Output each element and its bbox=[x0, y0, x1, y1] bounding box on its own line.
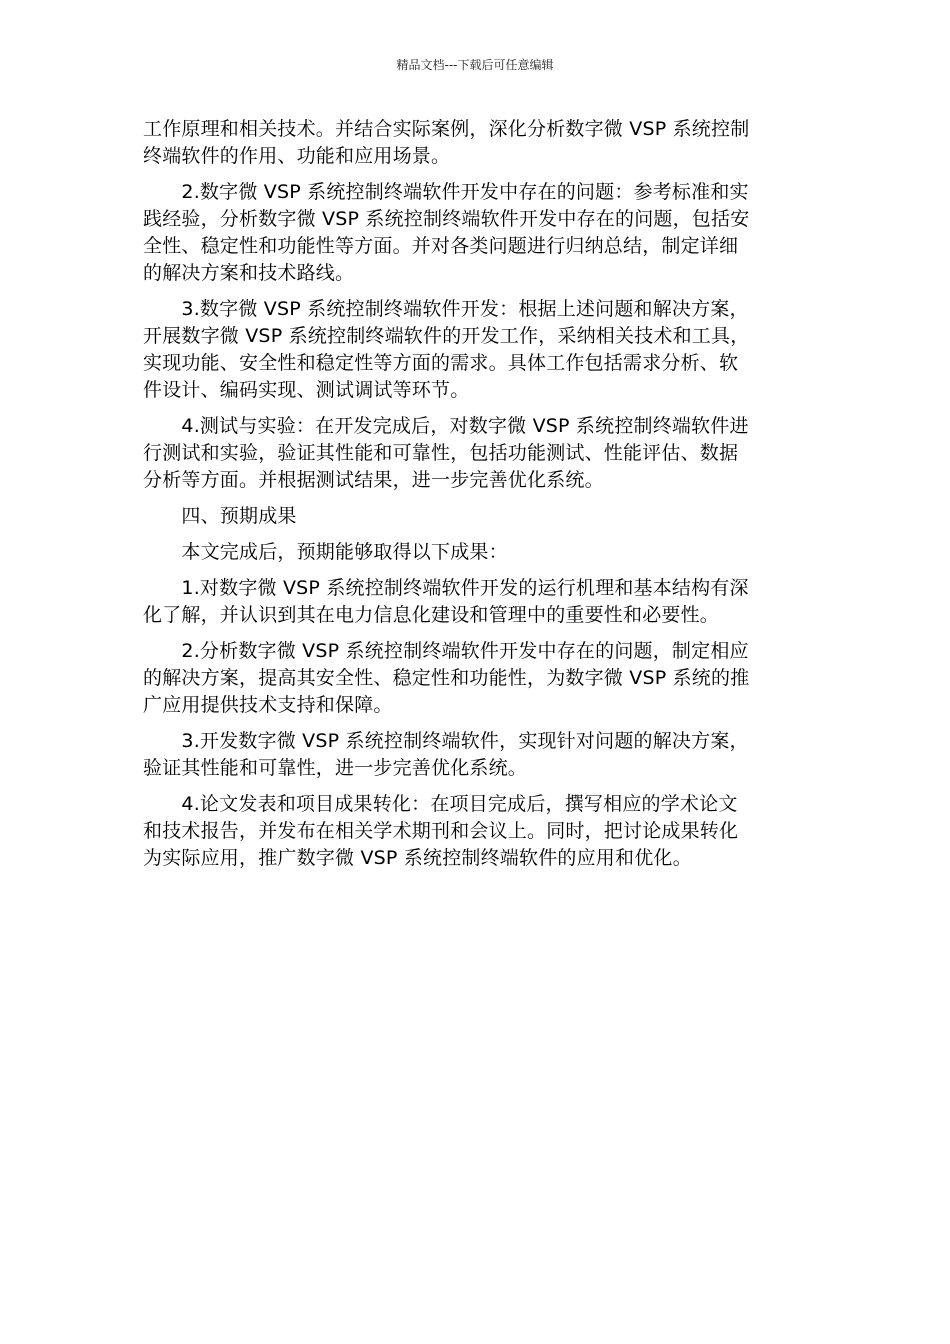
text-line: 验证其性能和可靠性，进一步完善优化系统。 bbox=[143, 757, 528, 779]
text-line: 本文完成后，预期能够取得以下成果： bbox=[143, 541, 508, 563]
text-line: 和技术报告，并发布在相关学术期刊和会议上。同时，把讨论成果转化 bbox=[143, 820, 739, 842]
text-line: 3.开发数字微 VSP 系统控制终端软件，实现针对问题的解决方案， bbox=[143, 730, 749, 752]
paragraph-results-intro bbox=[143, 539, 803, 566]
paragraph-item-3-development bbox=[143, 296, 803, 404]
text-line: 四、预期成果 bbox=[143, 505, 297, 527]
text-line: 1.对数字微 VSP 系统控制终端软件开发的运行机理和基本结构有深 bbox=[143, 577, 749, 599]
paragraph-result-1 bbox=[143, 575, 803, 629]
text-line: 开展数字微 VSP 系统控制终端软件的开发工作，采纳相关技术和工具， bbox=[143, 325, 750, 347]
text-line: 的解决方案和技术路线。 bbox=[143, 262, 355, 284]
text-line: 终端软件的作用、功能和应用场景。 bbox=[143, 145, 451, 167]
paragraph-item-2-problems bbox=[143, 179, 803, 287]
paragraph-result-4 bbox=[143, 791, 803, 872]
document-body bbox=[143, 116, 803, 881]
text-line: 分析等方面。并根据测试结果，进一步完善优化系统。 bbox=[143, 469, 604, 491]
text-line: 工作原理和相关技术。并结合实际案例，深化分析数字微 VSP 系统控制 bbox=[143, 118, 750, 140]
paragraph-item-4-testing bbox=[143, 413, 803, 494]
paragraph-result-2 bbox=[143, 638, 803, 719]
paragraph-result-3 bbox=[143, 728, 803, 782]
text-line: 践经验，分析数字微 VSP 系统控制终端软件开发中存在的问题，包括安 bbox=[143, 208, 750, 230]
text-line: 2.分析数字微 VSP 系统控制终端软件开发中存在的问题，制定相应 bbox=[143, 640, 749, 662]
text-line: 2.数字微 VSP 系统控制终端软件开发中存在的问题：参考标准和实 bbox=[143, 181, 749, 203]
text-line: 4.测试与实验：在开发完成后，对数字微 VSP 系统控制终端软件进 bbox=[143, 415, 749, 437]
text-line: 行测试和实验，验证其性能和可靠性，包括功能测试、性能评估、数据 bbox=[143, 442, 739, 464]
text-line: 实现功能、安全性和稳定性等方面的需求。具体工作包括需求分析、软 bbox=[143, 352, 739, 374]
paragraph-continued-intro bbox=[143, 116, 803, 170]
text-line: 件设计、编码实现、测试调试等环节。 bbox=[143, 379, 470, 401]
text-line: 为实际应用，推广数字微 VSP 系统控制终端软件的应用和优化。 bbox=[143, 847, 692, 869]
text-line: 化了解，并认识到其在电力信息化建设和管理中的重要性和必要性。 bbox=[143, 604, 720, 626]
text-line: 的解决方案，提高其安全性、稳定性和功能性，为数字微 VSP 系统的推 bbox=[143, 667, 750, 689]
text-line: 全性、稳定性和功能性等方面。并对各类问题进行归纳总结，制定详细 bbox=[143, 235, 739, 257]
section-heading-expected-results bbox=[143, 503, 803, 530]
text-line: 3.数字微 VSP 系统控制终端软件开发：根据上述问题和解决方案， bbox=[143, 298, 749, 320]
text-line: 广应用提供技术支持和保障。 bbox=[143, 694, 393, 716]
text-line: 4.论文发表和项目成果转化：在项目完成后，撰写相应的学术论文 bbox=[143, 793, 738, 815]
page-header: 精品文档---下载后可任意编辑 bbox=[396, 58, 554, 72]
